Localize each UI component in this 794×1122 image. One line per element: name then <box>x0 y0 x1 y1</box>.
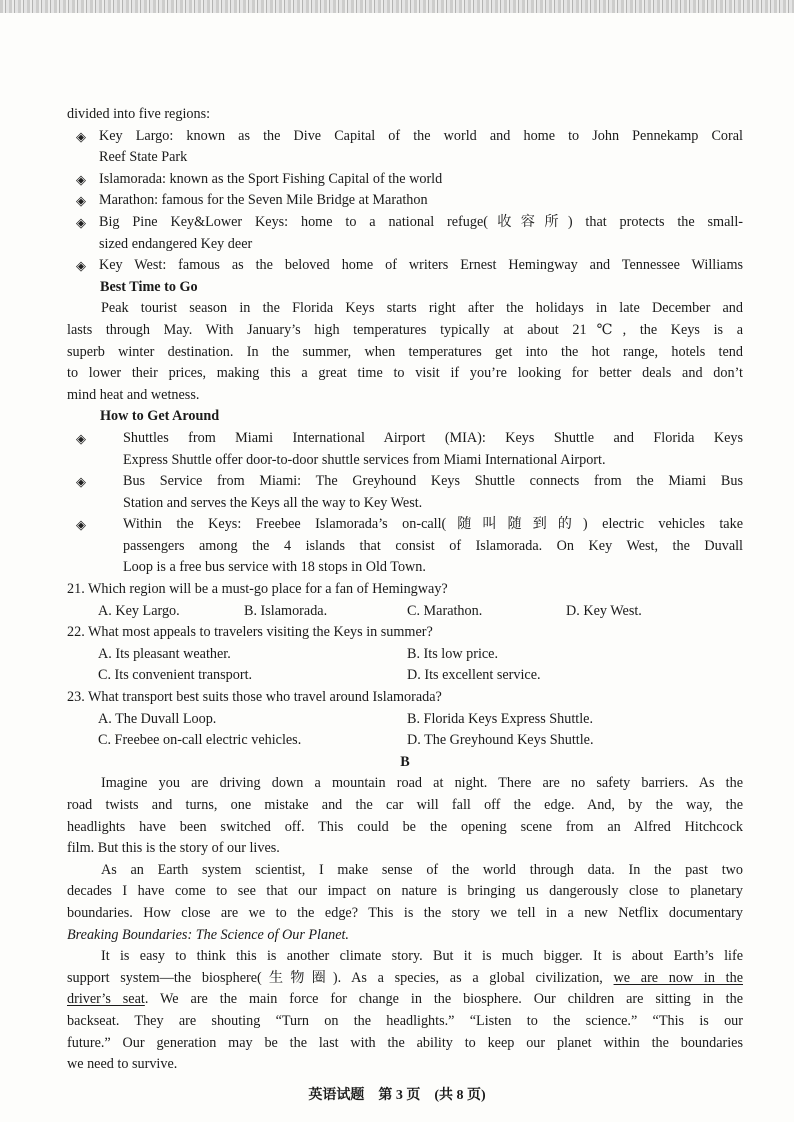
paragraph-line: lasts through May. With January’s high temperatures typically at about 21℃, the Keys is a <box>67 321 743 338</box>
option-d: D. Its excellent service. <box>407 667 541 684</box>
option-c: C. Freebee on-call electric vehicles. <box>98 732 302 749</box>
region-text: Key Largo: known as the Dive Capital of the world and home to John Pennekamp Coral <box>99 127 743 144</box>
diamond-bullet-icon: ◈ <box>76 258 86 274</box>
heading-best-time: Best Time to Go <box>100 278 198 295</box>
question-22-options-row2 <box>67 665 743 687</box>
option-d: D. Key West. <box>566 602 642 619</box>
transport-text: Loop is a free bus service with 18 stops in Old Town. <box>123 559 426 576</box>
option-a: A. The Duvall Loop. <box>98 710 217 727</box>
text-span: . We are the main force for change in the biosphere. Our children are sitting in the <box>144 991 743 1008</box>
transport-text: Station and serves the Keys all the way to Key West. <box>123 494 423 511</box>
option-b: B. Its low price. <box>407 645 499 662</box>
paragraph-line: we need to survive. <box>67 1056 178 1073</box>
question-22-options-row1 <box>67 644 743 666</box>
page-footer: 英语试题 第 3 页 (共 8 页) <box>308 1088 486 1103</box>
paragraph-line: road twists and turns, one mistake and the car will fall off the edge. And, by the way, the <box>67 797 743 813</box>
option-b: B. Florida Keys Express Shuttle. <box>407 710 594 727</box>
paragraph-line: decades I have come to see that our impact on nature is bringing us dangerously close to planetary <box>67 883 743 900</box>
region-item-big-pine-key <box>67 212 743 255</box>
diamond-bullet-icon: ◈ <box>76 193 86 209</box>
scan-top-band <box>0 0 794 13</box>
passage-a-intro-line: divided into five regions: <box>67 106 211 122</box>
paragraph-line: It is easy to think this is another climate story. But it is much bigger. It is about Earth’s life <box>101 948 743 965</box>
region-item-islamorada <box>67 169 743 191</box>
region-text: Islamorada: known as the Sport Fishing Capital of the world <box>99 170 443 187</box>
region-text: Key West: famous as the beloved home of writers Ernest Hemingway and Tennessee Williams <box>99 257 743 274</box>
section-b-label: B <box>400 753 410 770</box>
region-item-marathon <box>67 190 743 212</box>
question-21-options <box>67 601 743 623</box>
region-text: Reef State Park <box>99 149 188 166</box>
region-item-key-largo <box>67 126 743 169</box>
option-b: B. Islamorada. <box>244 602 328 619</box>
transport-item-within-keys <box>67 514 743 579</box>
option-a: A. Key Largo. <box>98 602 180 619</box>
transport-text: Shuttles from Miami International Airport (MIA): Keys Shuttle and Florida Keys <box>123 429 743 446</box>
option-c: C. Its convenient transport. <box>98 667 253 684</box>
diamond-bullet-icon: ◈ <box>76 171 86 187</box>
transport-item-shuttles <box>67 428 743 471</box>
region-text: Marathon: famous for the Seven Mile Bridge at Marathon <box>99 192 428 209</box>
region-text: Big Pine Key&Lower Keys: home to a national refuge(收容所) that protects the small- <box>99 213 743 230</box>
documentary-title: Breaking Boundaries: The Science of Our Planet. <box>67 926 349 943</box>
transport-text: Bus Service from Miami: The Greyhound Keys Shuttle connects from the Miami Bus <box>123 473 743 490</box>
paragraph-line: future.” Our generation may be the last with the ability to keep our planet within the boundaries <box>67 1034 743 1051</box>
region-item-key-west <box>67 255 743 277</box>
question-21: 21. Which region will be a must-go place for a fan of Hemingway? <box>67 581 448 598</box>
paragraph-line: headlights have been switched off. This could be the opening scene from an Alfred Hitchcock <box>67 818 743 835</box>
diamond-bullet-icon: ◈ <box>76 214 86 230</box>
transport-text: Within the Keys: Freebee Islamorada’s on-call(随叫随到的) electric vehicles take <box>123 516 743 533</box>
question-22: 22. What most appeals to travelers visiting the Keys in summer? <box>67 624 433 641</box>
paragraph-line: Imagine you are driving down a mountain road at night. There are no safety barriers. As the <box>101 775 743 792</box>
paragraph-line <box>67 968 743 990</box>
diamond-bullet-icon: ◈ <box>76 430 86 446</box>
paragraph-line: boundaries. How close are we to the edge? This is the story we tell in a new Netflix documentary <box>67 904 743 921</box>
diamond-bullet-icon: ◈ <box>76 517 86 533</box>
option-c: C. Marathon. <box>407 602 483 619</box>
diamond-bullet-icon: ◈ <box>76 474 86 490</box>
paragraph-line: to lower their prices, making this a great time to visit if you’re looking for better deals and don’t <box>67 365 743 382</box>
option-d: D. The Greyhound Keys Shuttle. <box>407 732 594 749</box>
paragraph-line: backseat. They are shouting “Turn on the headlights.” “Listen to the science.” “This is our <box>67 1012 743 1029</box>
heading-get-around: How to Get Around <box>100 408 220 425</box>
question-23-options-row1 <box>67 709 743 731</box>
paragraph-line: As an Earth system scientist, I make sense of the world through data. In the past two <box>101 861 743 878</box>
underlined-phrase: we are now in the <box>613 969 743 986</box>
transport-text: passengers among the 4 islands that consist of Islamorada. On Key West, the Duvall <box>123 537 743 554</box>
diamond-bullet-icon: ◈ <box>76 128 86 144</box>
paragraph-line: film. But this is the story of our lives. <box>67 840 280 857</box>
page-content <box>67 104 743 1076</box>
text-span: support system—the biosphere(生物圈). As a species, as a global civilization, <box>67 969 614 986</box>
paragraph-line <box>67 989 743 1011</box>
question-23-options-row2 <box>67 730 743 752</box>
region-text: sized endangered Key deer <box>99 235 253 252</box>
paragraph-line: mind heat and wetness. <box>67 386 200 403</box>
paragraph-line: superb winter destination. In the summer, when temperatures get into the hot range, hotels tend <box>67 343 743 360</box>
question-23: 23. What transport best suits those who travel around Islamorada? <box>67 689 442 706</box>
transport-item-bus <box>67 471 743 514</box>
paragraph-line: Peak tourist season in the Florida Keys starts right after the holidays in late December and <box>101 300 743 317</box>
underlined-phrase: driver’s seat <box>67 991 145 1008</box>
option-a: A. Its pleasant weather. <box>98 645 231 662</box>
transport-text: Express Shuttle offer door-to-door shuttle services from Miami International Airport. <box>123 451 606 468</box>
